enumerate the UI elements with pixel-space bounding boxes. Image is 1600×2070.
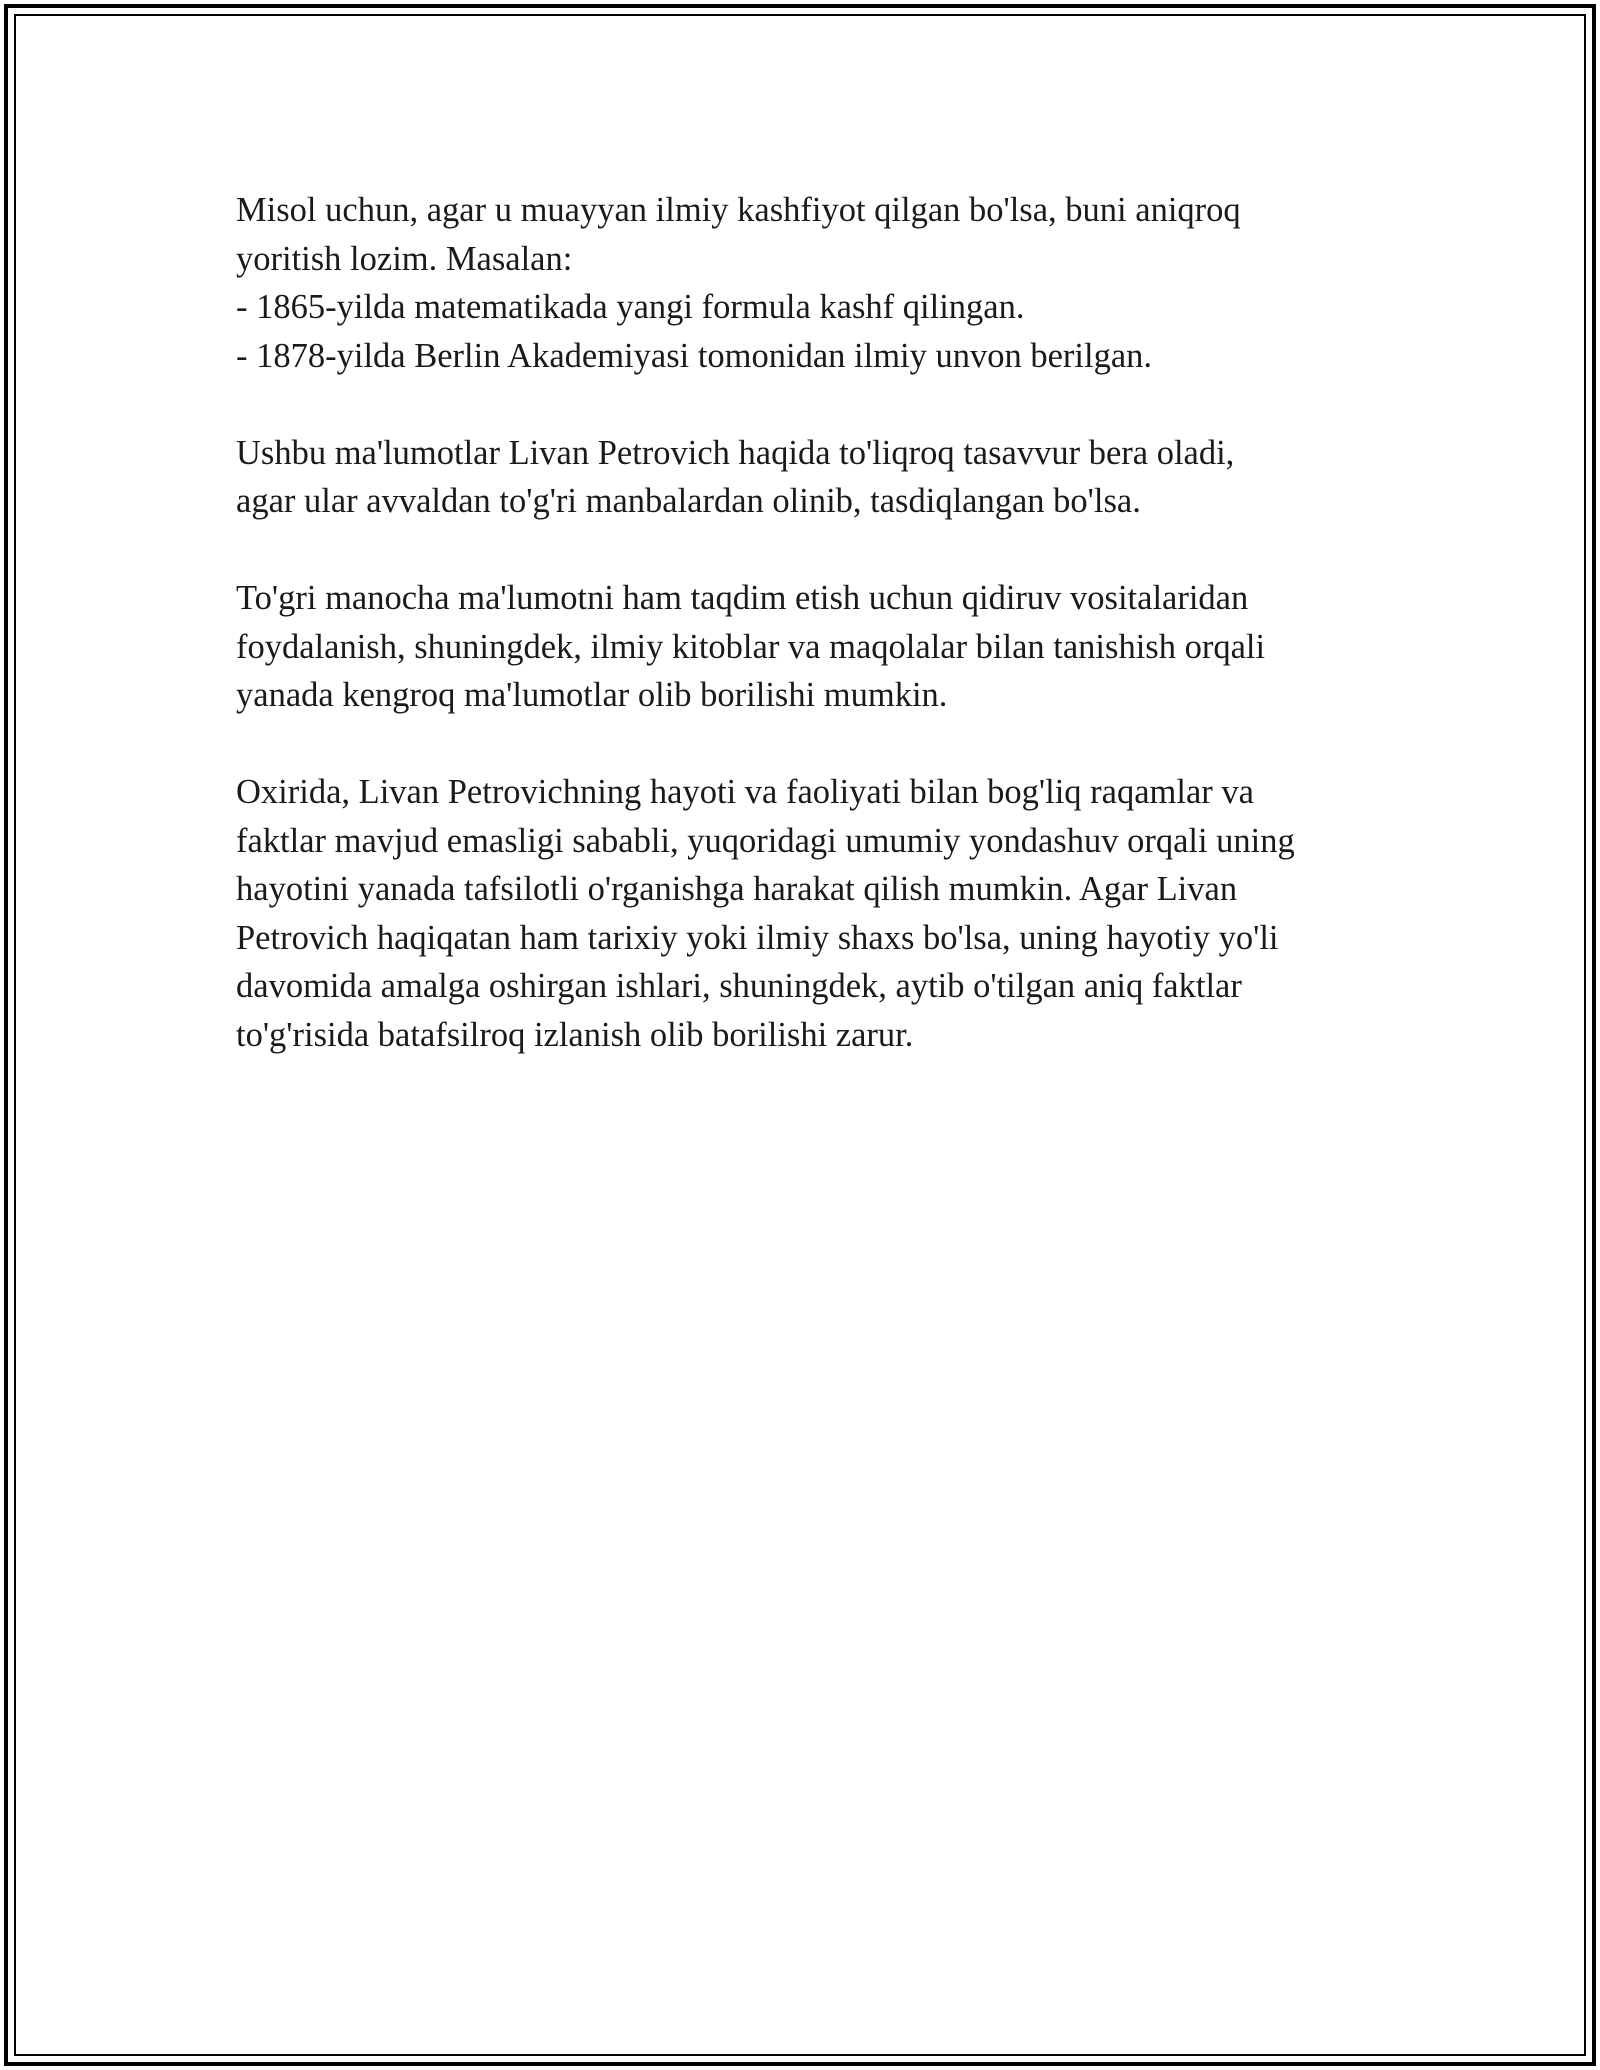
text-line: yanada kengroq ma'lumotlar olib borilishi mumkin. (236, 676, 948, 714)
paragraph-1 (236, 186, 1386, 380)
text-line: Ushbu ma'lumotlar Livan Petrovich haqida to'liqroq tasavvur bera oladi, (236, 433, 1235, 472)
document-body (236, 186, 1386, 1108)
text-line: agar ular avvaldan to'g'ri manbalardan olinib, tasdiqlangan bo'lsa. (236, 482, 1141, 520)
list-item: - 1865-yilda matematikada yangi formula kashf qilingan. (236, 288, 1025, 326)
text-line: Petrovich haqiqatan ham tarixiy yoki ilmiy shaxs bo'lsa, uning hayotiy yo'li (236, 918, 1279, 957)
paragraph-3 (236, 574, 1386, 720)
text-line: hayotini yanada tafsilotli o'rganishga harakat qilish mumkin. Agar Livan (236, 870, 1238, 908)
text-line: yoritish lozim. Masalan: (236, 239, 573, 278)
paragraph-2 (236, 429, 1386, 526)
text-line: To'gri manocha ma'lumotni ham taqdim etish uchun qidiruv vositalaridan (236, 579, 1249, 617)
text-line: faktlar mavjud emasligi sababli, yuqoridagi umumiy yondashuv orqali uning (236, 821, 1295, 860)
list-item: - 1878-yilda Berlin Akademiyasi tomonidan ilmiy unvon berilgan. (236, 336, 1153, 375)
paragraph-4 (236, 768, 1386, 1059)
text-line: foydalanish, shuningdek, ilmiy kitoblar va maqolalar bilan tanishish orqali (236, 627, 1266, 666)
text-line: Oxirida, Livan Petrovichning hayoti va faoliyati bilan bog'liq raqamlar va (236, 773, 1254, 811)
text-line: davomida amalga oshirgan ishlari, shuningdek, aytib o'tilgan aniq faktlar (236, 967, 1242, 1005)
text-line: Misol uchun, agar u muayyan ilmiy kashfiyot qilgan bo'lsa, buni aniqroq (236, 191, 1241, 229)
text-line: to'g'risida batafsilroq izlanish olib borilishi zarur. (236, 1015, 914, 1054)
